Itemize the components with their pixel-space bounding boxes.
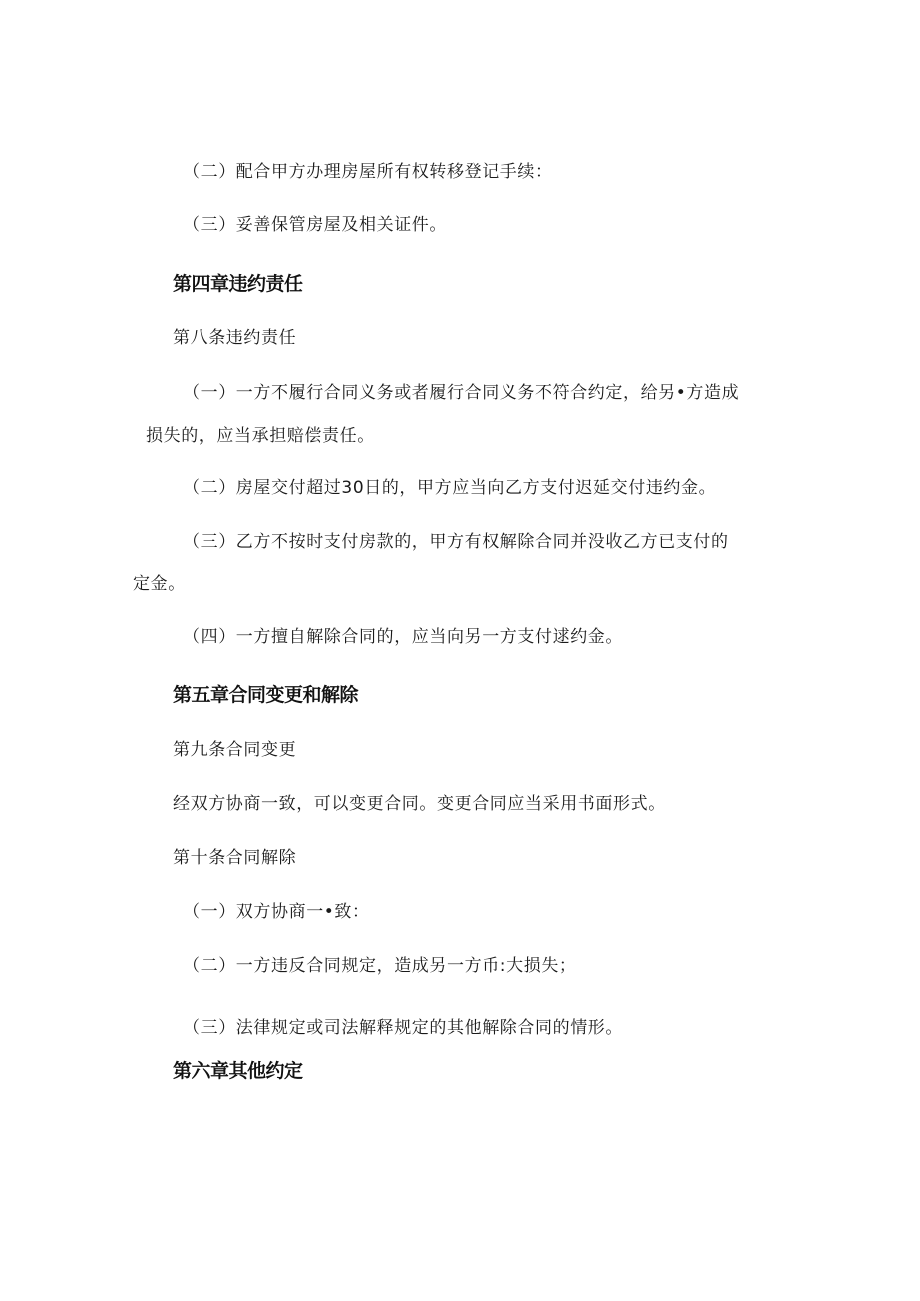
clause-obligation-3: （三）妥善保管房屋及相关证件。 (183, 215, 447, 235)
article-10-title: 第十条合同解除 (173, 848, 297, 868)
clause-termination-1: （一）双方协商一•致： (183, 902, 370, 922)
clause-liability-2: （二）房屋交付超过30日的，甲方应当向乙方支付迟延交付违约金。 (183, 478, 717, 498)
chapter-5-heading: 第五章合同变更和解除 (173, 684, 359, 706)
clause-liability-4: （四）一方擅自解除合同的，应当向另一方支付逑约金。 (183, 627, 623, 647)
article-8-title: 第八条违约责任 (173, 328, 297, 348)
clause-liability-1-line-2: 损失的，应当承担赔偿责任。 (146, 426, 375, 446)
clause-termination-2: （二）一方违反合同规定，造成另一方币:大损失； (183, 956, 577, 976)
chapter-6-heading: 第六章其他约定 (173, 1060, 303, 1082)
clause-liability-1-line-1: （一）一方不履行合同义务或者履行合同义务不符合约定，给另•方造成 (183, 383, 740, 403)
clause-liability-3-line-2: 定金。 (133, 574, 186, 594)
chapter-4-heading: 第四章违约责任 (173, 273, 303, 295)
clause-obligation-2: （二）配合甲方办理房屋所有权转移登记手续： (183, 162, 553, 182)
article-9-body: 经双方协商一致，可以变更合同。变更合同应当采用书面形式。 (173, 794, 666, 814)
article-9-title: 第九条合同变更 (173, 740, 297, 760)
clause-termination-3: （三）法律规定或司法解释规定的其他解除合同的情形。 (183, 1018, 623, 1038)
clause-liability-3-line-1: （三）乙方不按时支付房款的，甲方有权解除合同并没收乙方已支付的 (183, 532, 729, 552)
